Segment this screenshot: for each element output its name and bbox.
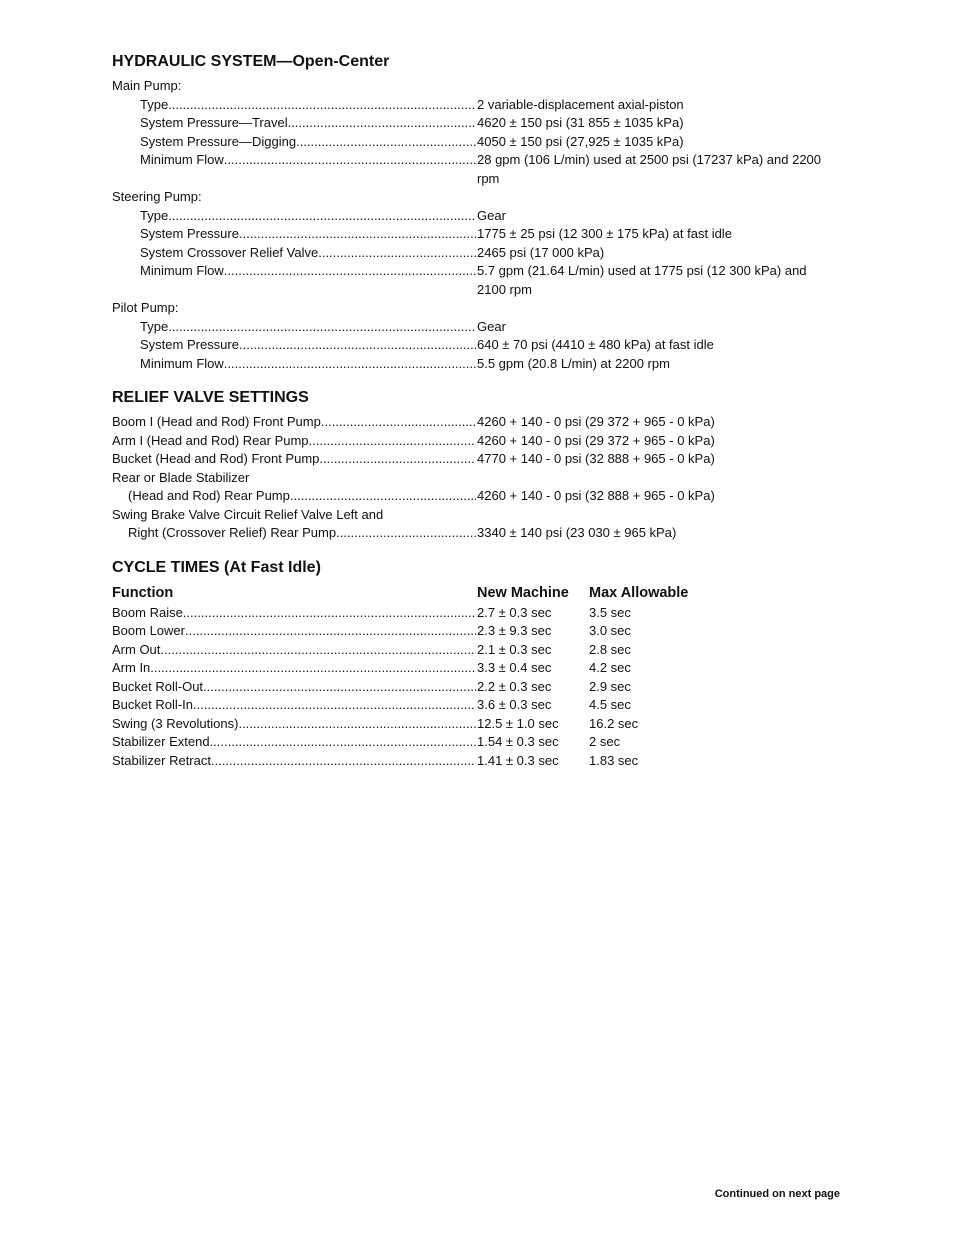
cycle-new: 2.3 ± 9.3 sec xyxy=(477,623,552,638)
cycle-max: 4.5 sec xyxy=(589,697,631,712)
steering-pump-label: Steering Pump: xyxy=(112,189,202,204)
cycle-max: 2 sec xyxy=(589,734,621,749)
swing-brake-line: Swing Brake Valve Circuit Relief Valve Left and xyxy=(112,506,384,522)
spec-label: Arm I (Head and Rod) Rear Pump xyxy=(112,432,309,448)
cycle-new: 2.1 ± 0.3 sec xyxy=(477,641,552,657)
spec-label: Type xyxy=(140,96,169,112)
cycle-new: 1.41 ± 0.3 sec xyxy=(477,752,559,768)
cycle-row xyxy=(112,622,852,641)
hydraulic-section xyxy=(112,52,852,373)
col-max-allowable: Max Allowable xyxy=(589,584,689,601)
cycle-row xyxy=(112,733,852,752)
spec-row xyxy=(112,262,852,299)
spec-value: 5.5 gpm (20.8 L/min) at 2200 rpm xyxy=(477,355,670,371)
spec-row xyxy=(112,133,852,152)
cycle-label: Boom Lower xyxy=(112,623,185,638)
main-pump-label: Main Pump: xyxy=(112,78,182,93)
cycle-row xyxy=(112,678,852,697)
cycle-max: 3.0 sec xyxy=(589,623,631,638)
cycle-row xyxy=(112,715,852,734)
pilot-pump-label: Pilot Pump: xyxy=(112,300,179,315)
spec-row xyxy=(112,96,852,115)
spec-row xyxy=(112,207,852,226)
spec-value: 640 ± 70 psi (4410 ± 480 kPa) at fast idle xyxy=(477,337,714,352)
spec-label: System Pressure—Digging xyxy=(140,133,297,149)
spec-value: 2 variable-displacement axial-piston xyxy=(477,96,684,112)
spec-row xyxy=(112,151,852,188)
cycle-max: 2.8 sec xyxy=(589,641,631,657)
cycle-max: 2.9 sec xyxy=(589,678,631,694)
cycle-new: 3.6 ± 0.3 sec xyxy=(477,697,552,712)
spec-value: 4260 + 140 - 0 psi (29 372 + 965 - 0 kPa) xyxy=(477,432,715,448)
spec-value: 2465 psi (17 000 kPa) xyxy=(477,244,605,260)
spec-row xyxy=(112,336,852,355)
cycle-new: 1.54 ± 0.3 sec xyxy=(477,734,559,749)
cycle-max: 16.2 sec xyxy=(589,715,639,731)
col-new-machine: New Machine xyxy=(477,584,569,601)
cycle-new: 2.7 ± 0.3 sec xyxy=(477,604,552,620)
cycle-new: 2.2 ± 0.3 sec xyxy=(477,678,552,694)
spec-label: Boom I (Head and Rod) Front Pump xyxy=(112,414,321,429)
relief-section xyxy=(112,388,852,543)
cycle-row xyxy=(112,752,852,771)
spec-row xyxy=(112,487,852,506)
cycle-label: Swing (3 Revolutions) xyxy=(112,715,239,731)
spec-row xyxy=(112,318,852,337)
relief-title: RELIEF VALVE SETTINGS xyxy=(112,389,309,406)
spec-row xyxy=(112,244,852,263)
spec-row xyxy=(112,432,852,451)
cycle-label: Bucket Roll-Out xyxy=(112,678,204,694)
spec-label: Bucket (Head and Rod) Front Pump xyxy=(112,451,320,466)
spec-value: 3340 ± 140 psi (23 030 ± 965 kPa) xyxy=(477,525,677,540)
spec-label: Minimum Flow xyxy=(140,263,224,278)
col-function: Function xyxy=(112,584,174,601)
spec-value: 4620 ± 150 psi (31 855 ± 1035 kPa) xyxy=(477,115,684,130)
spec-row xyxy=(112,355,852,374)
spec-row xyxy=(112,114,852,133)
spec-value: 5.7 gpm (21.64 L/min) used at 1775 psi (12 300 kPa) and 2100 rpm xyxy=(477,263,807,297)
spec-value: 28 gpm (106 L/min) used at 2500 psi (17237 kPa) and 2200 rpm xyxy=(477,152,822,186)
spec-label: Type xyxy=(140,318,169,334)
cycle-title: CYCLE TIMES (At Fast Idle) xyxy=(112,558,321,576)
cycle-label: Boom Raise xyxy=(112,604,183,620)
cycle-label: Stabilizer Retract xyxy=(112,752,211,768)
spec-row xyxy=(112,450,852,469)
spec-row xyxy=(112,524,852,543)
cycle-row xyxy=(112,696,852,715)
spec-label: Right (Crossover Relief) Rear Pump xyxy=(128,525,337,540)
cycle-max: 3.5 sec xyxy=(589,604,631,620)
cycle-max: 1.83 sec xyxy=(589,752,639,768)
cycle-new: 3.3 ± 0.4 sec xyxy=(477,660,552,675)
spec-row xyxy=(112,413,852,432)
spec-value: 4770 + 140 - 0 psi (32 888 + 965 - 0 kPa) xyxy=(477,451,715,466)
cycle-label: Arm Out xyxy=(112,641,161,657)
spec-page xyxy=(112,52,852,785)
cycle-new: 12.5 ± 1.0 sec xyxy=(477,715,559,731)
spec-label: Type xyxy=(140,207,169,223)
spec-value: 4260 + 140 - 0 psi (32 888 + 965 - 0 kPa) xyxy=(477,488,715,503)
spec-label: (Head and Rod) Rear Pump xyxy=(128,488,290,503)
spec-value: Gear xyxy=(477,207,506,223)
spec-value: Gear xyxy=(477,318,506,334)
spec-label: Minimum Flow xyxy=(140,355,224,371)
spec-label: System Crossover Relief Valve xyxy=(140,244,319,260)
spec-label: System Pressure xyxy=(140,226,239,241)
cycle-row xyxy=(112,604,852,623)
spec-value: 1775 ± 25 psi (12 300 ± 175 kPa) at fast idle xyxy=(477,226,732,241)
spec-row xyxy=(112,225,852,244)
cycle-label: Bucket Roll-In xyxy=(112,697,193,712)
hydraulic-title: HYDRAULIC SYSTEM—Open-Center xyxy=(112,53,390,70)
cycle-label: Arm In xyxy=(112,660,151,675)
spec-label: System Pressure—Travel xyxy=(140,115,288,130)
continued-footer: Continued on next page xyxy=(714,1188,840,1200)
cycle-header-row xyxy=(112,583,852,603)
stabilizer-line: Rear or Blade Stabilizer xyxy=(112,469,250,485)
spec-value: 4050 ± 150 psi (27,925 ± 1035 kPa) xyxy=(477,133,684,149)
cycle-label: Stabilizer Extend xyxy=(112,734,210,749)
cycle-max: 4.2 sec xyxy=(589,660,631,675)
spec-label: System Pressure xyxy=(140,337,239,352)
cycle-section xyxy=(112,558,852,771)
spec-label: Minimum Flow xyxy=(140,152,224,167)
cycle-row xyxy=(112,659,852,678)
spec-value: 4260 + 140 - 0 psi (29 372 + 965 - 0 kPa) xyxy=(477,414,715,429)
cycle-row xyxy=(112,641,852,660)
